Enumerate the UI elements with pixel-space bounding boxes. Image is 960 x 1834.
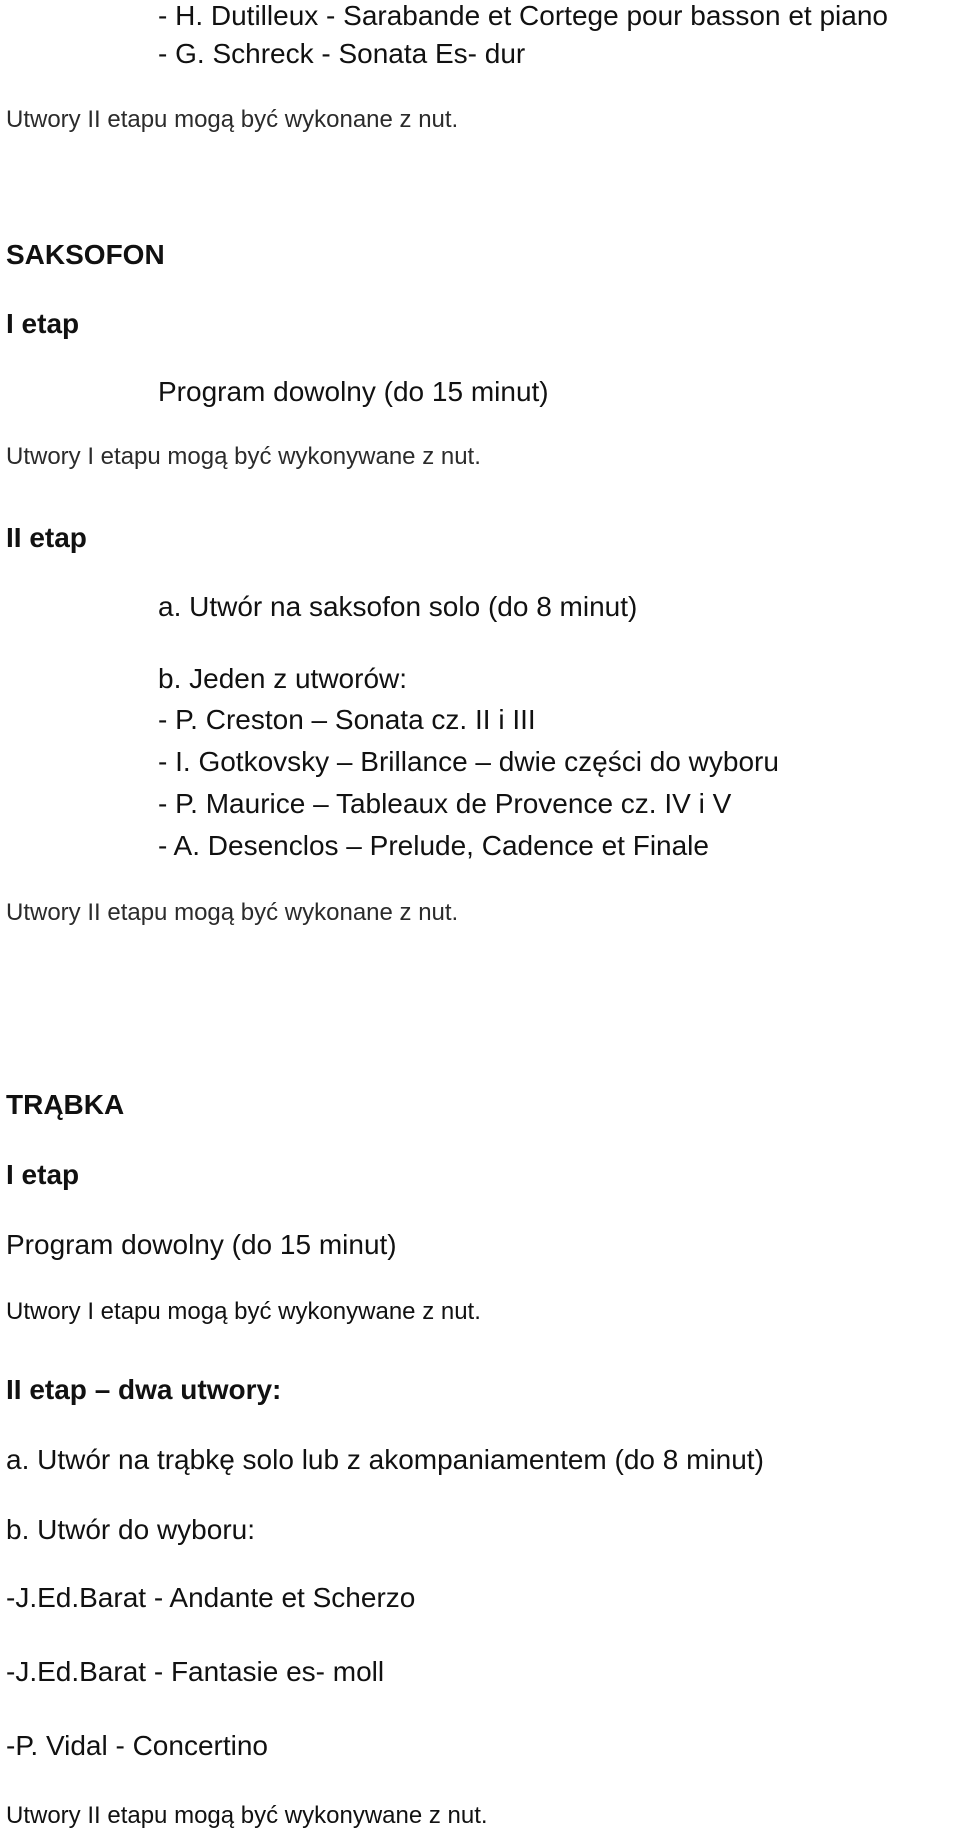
saksofon-stage2-heading: II etap (6, 522, 87, 553)
saksofon-stage2-item-a: a. Utwór na saksofon solo (do 8 minut) (158, 591, 638, 622)
saksofon-piece-maurice: - P. Maurice – Tableaux de Provence cz. IV i V (158, 788, 732, 819)
saksofon-piece-creston: - P. Creston – Sonata cz. II i III (158, 704, 536, 735)
top-piece-dutilleux: - H. Dutilleux - Sarabande et Cortege pour basson et piano (158, 0, 888, 31)
saksofon-stage1-heading: I etap (6, 308, 80, 339)
saksofon-piece-desenclos: - A. Desenclos – Prelude, Cadence et Finale (158, 830, 709, 861)
trabka-piece-barat-andante: -J.Ed.Barat - Andante et Scherzo (6, 1582, 416, 1613)
saksofon-stage2-note: Utwory II etapu mogą być wykonane z nut. (6, 899, 459, 926)
trabka-stage1-note: Utwory I etapu mogą być wykonywane z nut. (6, 1298, 481, 1325)
trabka-stage1-heading: I etap (6, 1159, 80, 1190)
trabka-stage2-heading: II etap – dwa utwory: (6, 1374, 282, 1405)
trabka-stage2-item-b: b. Utwór do wyboru: (6, 1514, 255, 1545)
trabka-stage2-note: Utwory II etapu mogą być wykonywane z nut. (6, 1802, 488, 1829)
saksofon-stage1-note: Utwory I etapu mogą być wykonywane z nut. (6, 443, 481, 470)
trabka-piece-vidal: -P. Vidal - Concertino (6, 1730, 268, 1761)
saksofon-heading: SAKSOFON (6, 239, 165, 270)
trabka-stage2-item-a: a. Utwór na trąbkę solo lub z akompaniamentem (do 8 minut) (6, 1444, 764, 1475)
trabka-piece-barat-fantasie: -J.Ed.Barat - Fantasie es- moll (6, 1656, 385, 1687)
trabka-stage1-program: Program dowolny (do 15 minut) (6, 1229, 397, 1260)
trabka-heading: TRĄBKA (6, 1089, 125, 1120)
saksofon-piece-gotkovsky: - I. Gotkovsky – Brillance – dwie części do wyboru (158, 746, 779, 777)
saksofon-stage2-item-b: b. Jeden z utworów: (158, 663, 408, 694)
saksofon-stage1-program: Program dowolny (do 15 minut) (158, 376, 549, 407)
top-piece-schreck: - G. Schreck - Sonata Es- dur (158, 38, 526, 69)
top-section-note: Utwory II etapu mogą być wykonane z nut. (6, 106, 459, 133)
